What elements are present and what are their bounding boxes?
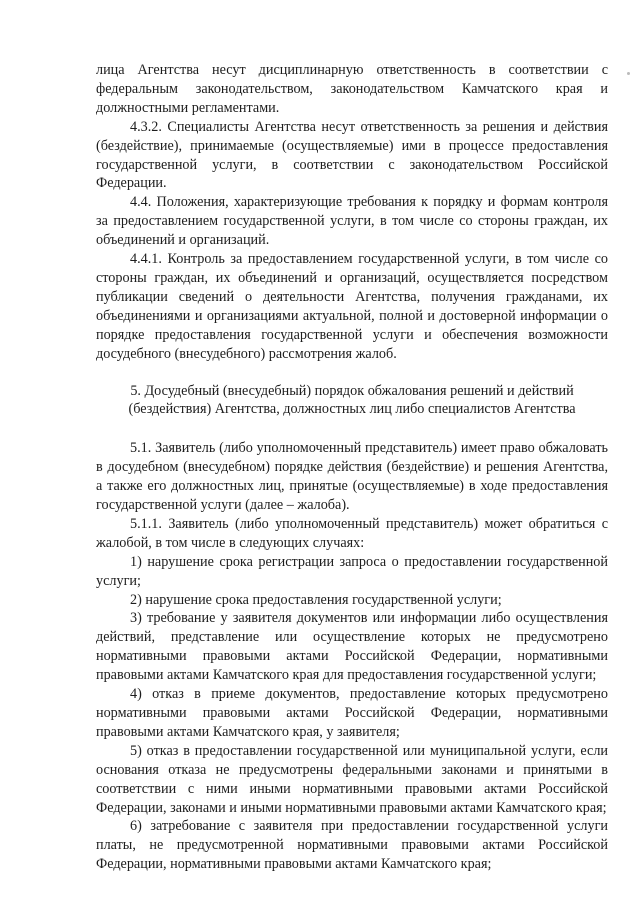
list-item-4: 4) отказ в приеме документов, предоставление которых предусмотрено нормативными правовыми актами Российской Федерации, нормативными правовыми актами Камчатского края, у заявителя;: [96, 686, 608, 740]
list-item-3: 3) требование у заявителя документов или информации либо осуществления действий, представление или осуществление которых не предусмотрено нормативными правовыми актами Российской Федерации, нормативными правовыми актами Камчатского края для предоставления государственной услуги;: [96, 610, 608, 684]
paragraph-4-3-2: 4.3.2. Специалисты Агентства несут ответственность за решения и действия (бездействие), принимаемые (осуществляемые) ими в процессе предоставления государственной услуги, в соответствии с законодательством Российской Федерации.: [96, 118, 608, 192]
paragraph-5-1-1: 5.1.1. Заявитель (либо уполномоченный представитель) может обратиться с жалобой, в том числе в следующих случаях:: [96, 515, 608, 551]
list-item-1: 1) нарушение срока регистрации запроса о предоставлении государственной услуги;: [96, 553, 608, 589]
paragraph-5-1: 5.1. Заявитель (либо уполномоченный представитель) имеет право обжаловать в досудебном (внесудебном) порядке действия (бездействие) и решения Агентства, а также его должностных лиц, принятые (осуществляемые) в ходе предоставления государственной услуги (далее – жалоба).: [96, 440, 608, 514]
list-item-2: 2) нарушение срока предоставления государственной услуги;: [130, 591, 502, 608]
document-page: [96, 61, 608, 874]
paragraph-4-4: 4.4. Положения, характеризующие требования к порядку и формам контроля за предоставлением государственной услуги, в том числе со стороны граждан, их объединений и организаций.: [96, 194, 608, 249]
spacer: [96, 419, 608, 439]
scan-speck: [627, 72, 630, 75]
list-item-6: 6) затребование с заявителя при предоставлении государственной услуги платы, не предусмотренной нормативными правовыми актами Российской Федерации, нормативными правовыми актами Камчатского края;: [96, 818, 608, 873]
paragraph-4-4-1: 4.4.1. Контроль за предоставлением государственной услуги, в том числе со стороны граждан, их объединений и организаций, осуществляется посредством публикации сведений о деятельности Агентства, получения гражданами, их объединениями и организациями актуальной, полной и достоверной информации о порядке предоставления государственной услуги и обеспечения возможности досудебного (внесудебного) рассмотрения жалоб.: [96, 251, 608, 362]
paragraph-continuation: лица Агентства несут дисциплинарную ответственность в соответствии с федеральным законодательством, законодательством Камчатского края и должностными регламентами.: [96, 62, 608, 116]
list-item-5: 5) отказ в предоставлении государственной или муниципальной услуги, если основания отказа не предусмотрены федеральными законами и принятыми в соответствии с ними иными нормативными правовыми актами Российской Федерации, законами и иными нормативными правовыми актами Камчатского края;: [96, 742, 608, 816]
section-5-heading: 5. Досудебный (внесудебный) порядок обжалования решений и действий (бездействия) Агентства, должностных лиц либо специалистов Агентства: [128, 382, 576, 418]
spacer: [96, 364, 608, 382]
